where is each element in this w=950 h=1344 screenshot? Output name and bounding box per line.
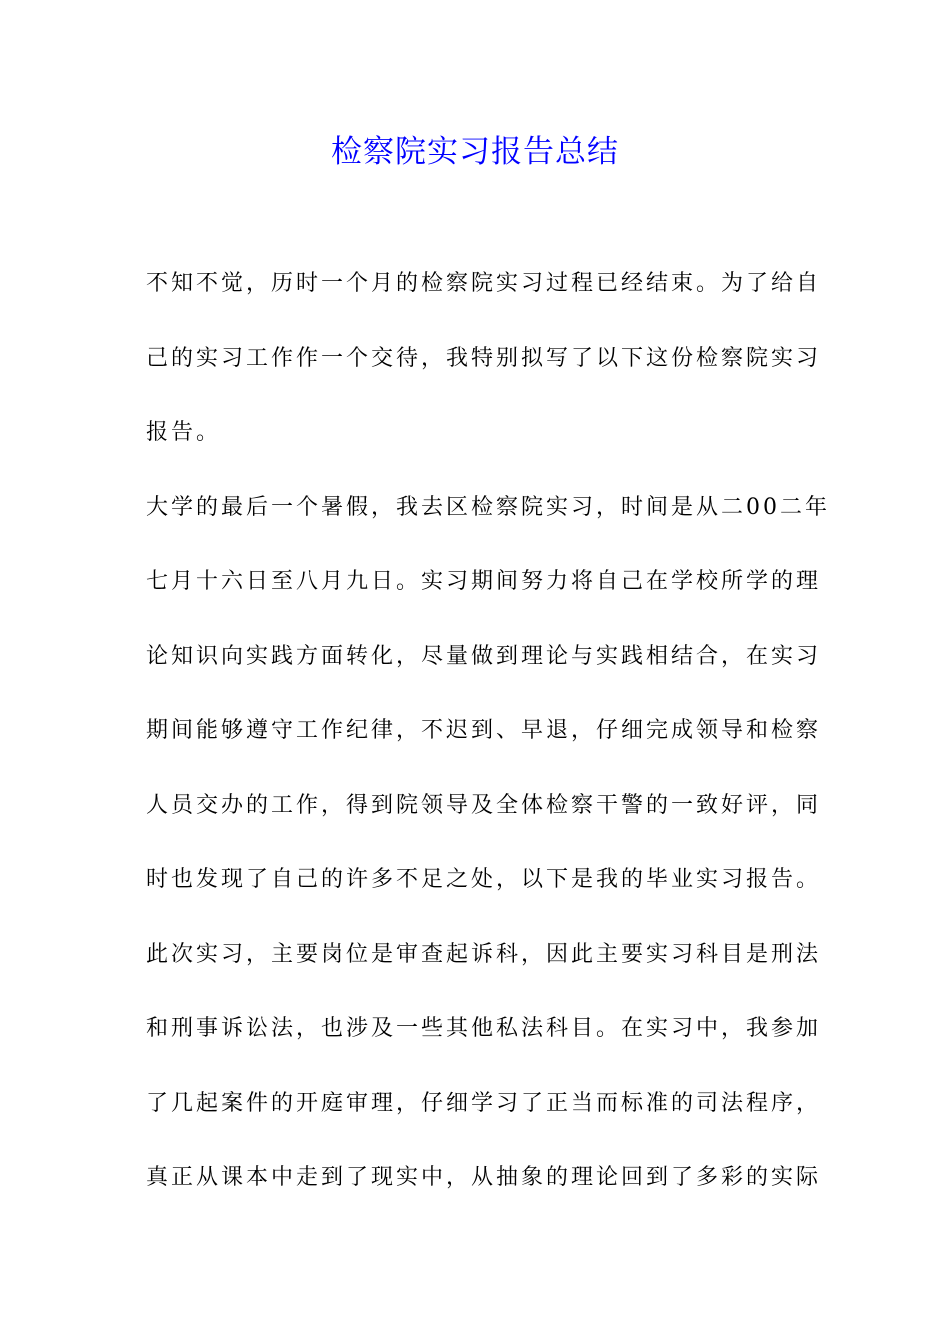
- text-line: 不知不觉，历时一个月的检察院实习过程已经结束。为了给自: [146, 271, 822, 296]
- text-line: 时也发现了自己的许多不足之处，以下是我的毕业实习报告。: [146, 867, 822, 892]
- text-line: 真正从课本中走到了现实中，从抽象的理论回到了多彩的实际: [146, 1165, 822, 1190]
- text-line: 论知识向实践方面转化，尽量做到理论与实践相结合，在实习: [146, 643, 822, 669]
- text-line: 和刑事诉讼法，也涉及一些其他私法科目。在实习中，我参加: [146, 1016, 822, 1041]
- text-line: 大学的最后一个暑假，我去区检察院实习，时间是从二00二年: [146, 494, 830, 520]
- document-body: [146, 262, 830, 1231]
- text-line: 报告。: [146, 420, 222, 445]
- text-line: 人员交办的工作，得到院领导及全体检察干警的一致好评，同: [146, 792, 822, 818]
- text-line: 期间能够遵守工作纪律，不迟到、早退，仔细完成领导和检察: [146, 718, 822, 743]
- text-line: 七月十六日至八月九日。实习期间努力将自己在学校所学的理: [146, 569, 822, 594]
- document-title: 检察院实习报告总结: [331, 134, 619, 170]
- text-line: 己的实习工作作一个交待，我特别拟写了以下这份检察院实习: [146, 345, 822, 371]
- text-line: 此次实习，主要岗位是审查起诉科，因此主要实习科目是刑法: [146, 941, 822, 967]
- text-line: 了几起案件的开庭审理，仔细学习了正当而标准的司法程序，: [146, 1090, 822, 1116]
